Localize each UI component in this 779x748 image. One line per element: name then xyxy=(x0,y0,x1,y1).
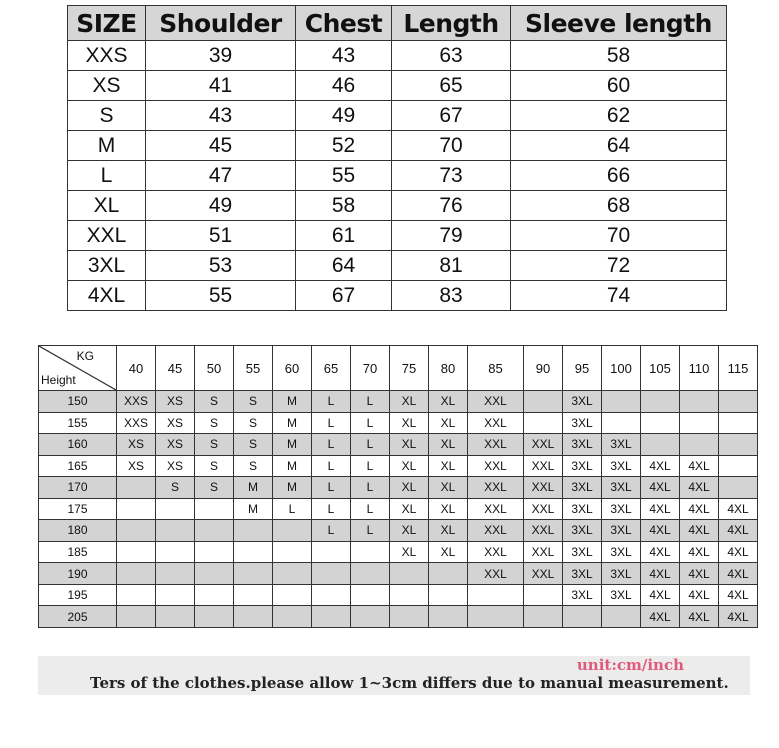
size-recommendation-cell: XXL xyxy=(468,391,524,413)
size-recommendation-cell xyxy=(117,606,156,628)
size-recommendation-cell: 3XL xyxy=(602,520,641,542)
height-row xyxy=(39,434,758,456)
size-chart-cell: S xyxy=(68,101,146,131)
size-recommendation-cell: M xyxy=(234,477,273,499)
height-cell: 160 xyxy=(39,434,117,456)
size-recommendation-cell xyxy=(312,563,351,585)
height-cell: 155 xyxy=(39,412,117,434)
size-chart-cell: 60 xyxy=(511,71,727,101)
size-recommendation-cell: XXL xyxy=(468,563,524,585)
size-chart-cell: 52 xyxy=(296,131,392,161)
size-recommendation-cell: 4XL xyxy=(719,520,758,542)
size-recommendation-cell: XXS xyxy=(117,412,156,434)
size-recommendation-cell: L xyxy=(312,434,351,456)
size-recommendation-cell: 3XL xyxy=(602,477,641,499)
height-row xyxy=(39,477,758,499)
size-recommendation-cell: XXL xyxy=(468,412,524,434)
size-recommendation-cell: L xyxy=(351,412,390,434)
height-row xyxy=(39,606,758,628)
size-recommendation-cell: XL xyxy=(429,434,468,456)
size-chart-cell: 66 xyxy=(511,161,727,191)
weight-header-cell: 100 xyxy=(602,346,641,391)
size-recommendation-cell xyxy=(390,606,429,628)
size-recommendation-cell xyxy=(351,563,390,585)
size-recommendation-cell: L xyxy=(312,520,351,542)
height-row xyxy=(39,520,758,542)
corner-kg-label: KG xyxy=(76,349,94,363)
size-chart-cell: 45 xyxy=(146,131,296,161)
height-row xyxy=(39,584,758,606)
size-recommendation-cell xyxy=(234,563,273,585)
size-recommendation-cell: S xyxy=(156,477,195,499)
size-recommendation-cell: 4XL xyxy=(641,498,680,520)
size-chart-cell: 58 xyxy=(511,41,727,71)
size-recommendation-cell: 4XL xyxy=(641,455,680,477)
size-recommendation-cell: 4XL xyxy=(680,606,719,628)
size-recommendation-cell xyxy=(195,584,234,606)
size-recommendation-cell: XS xyxy=(117,455,156,477)
size-recommendation-cell: 3XL xyxy=(563,563,602,585)
size-recommendation-cell xyxy=(117,498,156,520)
height-row xyxy=(39,455,758,477)
size-recommendation-cell xyxy=(429,606,468,628)
size-chart-cell: 39 xyxy=(146,41,296,71)
size-chart-cell: 62 xyxy=(511,101,727,131)
weight-header-cell: 90 xyxy=(524,346,563,391)
size-recommendation-cell: XL xyxy=(390,455,429,477)
size-chart-row xyxy=(68,191,727,221)
size-recommendation-cell: XL xyxy=(429,391,468,413)
size-recommendation-cell xyxy=(117,584,156,606)
size-recommendation-cell: XXL xyxy=(524,477,563,499)
size-recommendation-cell: 4XL xyxy=(719,498,758,520)
height-row xyxy=(39,391,758,413)
size-recommendation-cell: XL xyxy=(390,498,429,520)
weight-header-cell: 65 xyxy=(312,346,351,391)
size-recommendation-cell: 4XL xyxy=(719,606,758,628)
size-recommendation-cell: 3XL xyxy=(563,520,602,542)
size-recommendation-cell: 3XL xyxy=(563,391,602,413)
size-recommendation-cell: XXL xyxy=(524,563,563,585)
size-chart-cell: 64 xyxy=(296,251,392,281)
size-recommendation-cell: M xyxy=(273,455,312,477)
size-chart-cell: M xyxy=(68,131,146,161)
size-chart-cell: 53 xyxy=(146,251,296,281)
size-recommendation-cell: XXL xyxy=(468,520,524,542)
weight-header-cell: 110 xyxy=(680,346,719,391)
size-recommendation-cell: 4XL xyxy=(641,541,680,563)
size-recommendation-cell: XXL xyxy=(524,541,563,563)
size-recommendation-cell: S xyxy=(234,391,273,413)
size-chart-row xyxy=(68,41,727,71)
size-recommendation-cell xyxy=(312,584,351,606)
size-recommendation-cell: XL xyxy=(390,520,429,542)
size-recommendation-cell xyxy=(468,606,524,628)
size-recommendation-cell: XL xyxy=(390,391,429,413)
size-recommendation-cell: 3XL xyxy=(563,434,602,456)
size-recommendation-cell: L xyxy=(351,520,390,542)
size-recommendation-cell: XXL xyxy=(524,520,563,542)
size-recommendation-cell: XL xyxy=(429,498,468,520)
weight-header-row xyxy=(39,346,758,391)
size-chart-header-cell: Chest xyxy=(296,6,392,41)
size-recommendation-cell xyxy=(156,520,195,542)
size-recommendation-cell xyxy=(156,584,195,606)
size-recommendation-cell xyxy=(273,584,312,606)
size-recommendation-cell: XL xyxy=(429,541,468,563)
size-recommendation-cell xyxy=(234,541,273,563)
size-recommendation-cell: L xyxy=(351,498,390,520)
size-chart-cell: 3XL xyxy=(68,251,146,281)
size-chart-row xyxy=(68,71,727,101)
size-chart-cell: 41 xyxy=(146,71,296,101)
size-recommendation-cell: L xyxy=(351,477,390,499)
size-recommendation-cell xyxy=(641,391,680,413)
size-recommendation-cell: L xyxy=(351,455,390,477)
size-chart-cell: 64 xyxy=(511,131,727,161)
size-recommendation-cell: 4XL xyxy=(680,584,719,606)
size-chart-table xyxy=(67,5,727,311)
size-chart-cell: 55 xyxy=(296,161,392,191)
size-recommendation-cell: S xyxy=(195,412,234,434)
size-recommendation-cell: 4XL xyxy=(680,477,719,499)
size-chart-cell: 58 xyxy=(296,191,392,221)
size-chart-cell: 68 xyxy=(511,191,727,221)
size-recommendation-cell xyxy=(719,455,758,477)
size-recommendation-cell xyxy=(602,391,641,413)
size-recommendation-cell: S xyxy=(234,412,273,434)
size-recommendation-cell xyxy=(234,606,273,628)
size-recommendation-cell xyxy=(234,520,273,542)
size-recommendation-cell xyxy=(273,606,312,628)
size-chart-cell: XXS xyxy=(68,41,146,71)
size-chart-cell: 46 xyxy=(296,71,392,101)
size-recommendation-cell: 4XL xyxy=(719,541,758,563)
size-recommendation-cell: XXL xyxy=(524,498,563,520)
weight-header-cell: 95 xyxy=(563,346,602,391)
size-recommendation-cell: L xyxy=(351,391,390,413)
size-recommendation-cell xyxy=(117,520,156,542)
size-recommendation-cell: M xyxy=(273,412,312,434)
size-recommendation-cell xyxy=(156,541,195,563)
size-chart-cell: XXL xyxy=(68,221,146,251)
weight-height-table xyxy=(38,345,758,628)
size-chart-cell: 61 xyxy=(296,221,392,251)
size-recommendation-cell: L xyxy=(351,434,390,456)
size-chart-cell: 67 xyxy=(296,281,392,311)
size-recommendation-cell: L xyxy=(312,455,351,477)
weight-header-cell: 70 xyxy=(351,346,390,391)
height-row xyxy=(39,541,758,563)
corner-height-label: Height xyxy=(41,373,76,387)
height-cell: 195 xyxy=(39,584,117,606)
size-recommendation-cell xyxy=(273,520,312,542)
size-recommendation-cell xyxy=(524,584,563,606)
size-recommendation-cell: XXS xyxy=(117,391,156,413)
size-recommendation-cell: M xyxy=(273,434,312,456)
size-chart-cell: L xyxy=(68,161,146,191)
size-chart-cell: XS xyxy=(68,71,146,101)
size-recommendation-cell xyxy=(719,434,758,456)
size-recommendation-cell: L xyxy=(312,477,351,499)
size-chart-cell: 49 xyxy=(296,101,392,131)
size-recommendation-cell: S xyxy=(195,391,234,413)
size-recommendation-cell: 3XL xyxy=(563,477,602,499)
size-recommendation-cell: 4XL xyxy=(641,520,680,542)
size-chart-header-cell: Length xyxy=(392,6,511,41)
size-recommendation-cell xyxy=(234,584,273,606)
size-recommendation-cell: XL xyxy=(429,477,468,499)
size-chart-cell: 70 xyxy=(511,221,727,251)
size-recommendation-cell xyxy=(524,391,563,413)
size-recommendation-cell xyxy=(390,584,429,606)
size-recommendation-cell xyxy=(641,434,680,456)
weight-header-cell: 40 xyxy=(117,346,156,391)
size-recommendation-cell: 4XL xyxy=(641,584,680,606)
size-recommendation-cell xyxy=(680,434,719,456)
size-recommendation-cell xyxy=(195,520,234,542)
size-chart-cell: 43 xyxy=(146,101,296,131)
size-recommendation-cell: L xyxy=(312,391,351,413)
size-recommendation-cell: 4XL xyxy=(680,455,719,477)
size-recommendation-cell xyxy=(312,606,351,628)
size-chart-cell: 65 xyxy=(392,71,511,101)
weight-header-cell: 55 xyxy=(234,346,273,391)
size-recommendation-cell: M xyxy=(273,477,312,499)
height-cell: 175 xyxy=(39,498,117,520)
size-recommendation-cell: 3XL xyxy=(602,434,641,456)
size-recommendation-cell xyxy=(719,391,758,413)
size-recommendation-cell xyxy=(641,412,680,434)
size-recommendation-cell xyxy=(563,606,602,628)
size-recommendation-cell: 3XL xyxy=(563,455,602,477)
size-chart-cell: 4XL xyxy=(68,281,146,311)
size-chart-cell: 73 xyxy=(392,161,511,191)
size-chart-header-cell: SIZE xyxy=(68,6,146,41)
measurement-note: Ters of the clothes.please allow 1~3cm differs due to manual measurement. xyxy=(90,674,729,692)
size-recommendation-cell: L xyxy=(273,498,312,520)
size-chart-cell: 74 xyxy=(511,281,727,311)
size-recommendation-cell: XS xyxy=(156,455,195,477)
size-chart-header-cell: Shoulder xyxy=(146,6,296,41)
height-cell: 170 xyxy=(39,477,117,499)
size-recommendation-cell xyxy=(680,412,719,434)
size-recommendation-cell: 4XL xyxy=(641,477,680,499)
size-recommendation-cell: XXL xyxy=(468,455,524,477)
size-chart-cell: 49 xyxy=(146,191,296,221)
size-chart-header-cell: Sleeve length xyxy=(511,6,727,41)
size-recommendation-cell xyxy=(351,541,390,563)
size-recommendation-cell xyxy=(524,606,563,628)
table-corner-cell xyxy=(39,346,117,391)
size-recommendation-cell xyxy=(195,563,234,585)
size-recommendation-cell: XL xyxy=(390,434,429,456)
size-recommendation-cell xyxy=(429,563,468,585)
size-recommendation-cell: XS xyxy=(156,434,195,456)
size-chart-header-row xyxy=(68,6,727,41)
weight-header-cell: 85 xyxy=(468,346,524,391)
weight-header-cell: 115 xyxy=(719,346,758,391)
size-recommendation-cell: XL xyxy=(429,520,468,542)
size-chart-cell: 70 xyxy=(392,131,511,161)
size-recommendation-cell xyxy=(156,563,195,585)
size-chart-cell: 83 xyxy=(392,281,511,311)
size-recommendation-cell xyxy=(429,584,468,606)
size-recommendation-cell: 3XL xyxy=(602,498,641,520)
size-chart-cell: 47 xyxy=(146,161,296,191)
measurement-note-bar xyxy=(38,656,750,695)
size-recommendation-cell: XXL xyxy=(524,434,563,456)
size-recommendation-cell: 4XL xyxy=(680,563,719,585)
weight-header-cell: 45 xyxy=(156,346,195,391)
size-recommendation-cell: 4XL xyxy=(680,541,719,563)
size-recommendation-cell: XL xyxy=(390,541,429,563)
size-chart-row xyxy=(68,131,727,161)
height-cell: 190 xyxy=(39,563,117,585)
height-cell: 205 xyxy=(39,606,117,628)
size-chart-row xyxy=(68,221,727,251)
size-recommendation-cell: 3XL xyxy=(602,541,641,563)
height-row xyxy=(39,563,758,585)
size-recommendation-cell: XL xyxy=(429,455,468,477)
weight-header-cell: 60 xyxy=(273,346,312,391)
height-cell: 185 xyxy=(39,541,117,563)
size-chart-row xyxy=(68,161,727,191)
size-recommendation-cell: XL xyxy=(390,412,429,434)
size-recommendation-cell: 3XL xyxy=(563,412,602,434)
size-recommendation-cell xyxy=(273,563,312,585)
size-recommendation-cell xyxy=(390,563,429,585)
size-chart-row xyxy=(68,101,727,131)
size-chart-row xyxy=(68,281,727,311)
size-chart-row xyxy=(68,251,727,281)
size-chart-cell: 43 xyxy=(296,41,392,71)
size-recommendation-cell xyxy=(195,498,234,520)
size-recommendation-cell: XXL xyxy=(468,434,524,456)
size-recommendation-cell: L xyxy=(312,412,351,434)
weight-header-cell: 50 xyxy=(195,346,234,391)
size-recommendation-cell xyxy=(719,477,758,499)
size-recommendation-cell xyxy=(156,498,195,520)
size-recommendation-cell: 3XL xyxy=(602,455,641,477)
size-chart-cell: XL xyxy=(68,191,146,221)
size-recommendation-cell xyxy=(351,606,390,628)
size-recommendation-cell xyxy=(602,412,641,434)
size-recommendation-cell: 4XL xyxy=(680,498,719,520)
size-recommendation-cell: 4XL xyxy=(641,563,680,585)
size-recommendation-cell: XXL xyxy=(468,541,524,563)
size-recommendation-cell: XXL xyxy=(468,498,524,520)
size-recommendation-cell: S xyxy=(234,455,273,477)
size-recommendation-cell: XS xyxy=(117,434,156,456)
size-recommendation-cell xyxy=(602,606,641,628)
height-cell: 180 xyxy=(39,520,117,542)
size-recommendation-cell: 3XL xyxy=(563,584,602,606)
weight-header-cell: 75 xyxy=(390,346,429,391)
size-recommendation-cell: 3XL xyxy=(602,584,641,606)
size-recommendation-cell: XL xyxy=(390,477,429,499)
size-recommendation-cell: 3XL xyxy=(602,563,641,585)
size-recommendation-cell: XS xyxy=(156,391,195,413)
size-recommendation-cell: 4XL xyxy=(680,520,719,542)
size-recommendation-cell: XXL xyxy=(524,455,563,477)
size-recommendation-cell: S xyxy=(195,434,234,456)
height-row xyxy=(39,412,758,434)
size-chart-cell: 81 xyxy=(392,251,511,281)
size-recommendation-cell xyxy=(117,563,156,585)
weight-header-cell: 80 xyxy=(429,346,468,391)
size-recommendation-cell xyxy=(195,606,234,628)
size-recommendation-cell: S xyxy=(195,455,234,477)
size-recommendation-cell: 3XL xyxy=(563,541,602,563)
size-recommendation-cell xyxy=(719,412,758,434)
size-chart-cell: 76 xyxy=(392,191,511,221)
weight-header-cell: 105 xyxy=(641,346,680,391)
height-row xyxy=(39,498,758,520)
size-recommendation-cell: 4XL xyxy=(641,606,680,628)
size-chart-cell: 63 xyxy=(392,41,511,71)
size-recommendation-cell xyxy=(680,391,719,413)
height-cell: 150 xyxy=(39,391,117,413)
size-recommendation-cell: XL xyxy=(429,412,468,434)
size-recommendation-cell: S xyxy=(195,477,234,499)
size-recommendation-cell xyxy=(524,412,563,434)
size-recommendation-cell: XS xyxy=(156,412,195,434)
size-recommendation-cell xyxy=(351,584,390,606)
size-recommendation-cell xyxy=(195,541,234,563)
size-chart-cell: 79 xyxy=(392,221,511,251)
size-recommendation-cell: 4XL xyxy=(719,584,758,606)
size-chart-cell: 67 xyxy=(392,101,511,131)
size-recommendation-cell: L xyxy=(312,498,351,520)
size-recommendation-cell: S xyxy=(234,434,273,456)
size-recommendation-cell: 4XL xyxy=(719,563,758,585)
size-recommendation-cell xyxy=(117,541,156,563)
size-recommendation-cell: XXL xyxy=(468,477,524,499)
height-cell: 165 xyxy=(39,455,117,477)
size-recommendation-cell xyxy=(156,606,195,628)
size-recommendation-cell: 3XL xyxy=(563,498,602,520)
size-chart-cell: 51 xyxy=(146,221,296,251)
size-chart-cell: 72 xyxy=(511,251,727,281)
size-chart-cell: 55 xyxy=(146,281,296,311)
size-recommendation-cell: M xyxy=(234,498,273,520)
unit-label: unit:cm/inch xyxy=(576,656,684,674)
size-recommendation-cell: M xyxy=(273,391,312,413)
size-recommendation-cell xyxy=(273,541,312,563)
size-recommendation-cell xyxy=(312,541,351,563)
size-recommendation-cell xyxy=(117,477,156,499)
size-recommendation-cell xyxy=(468,584,524,606)
